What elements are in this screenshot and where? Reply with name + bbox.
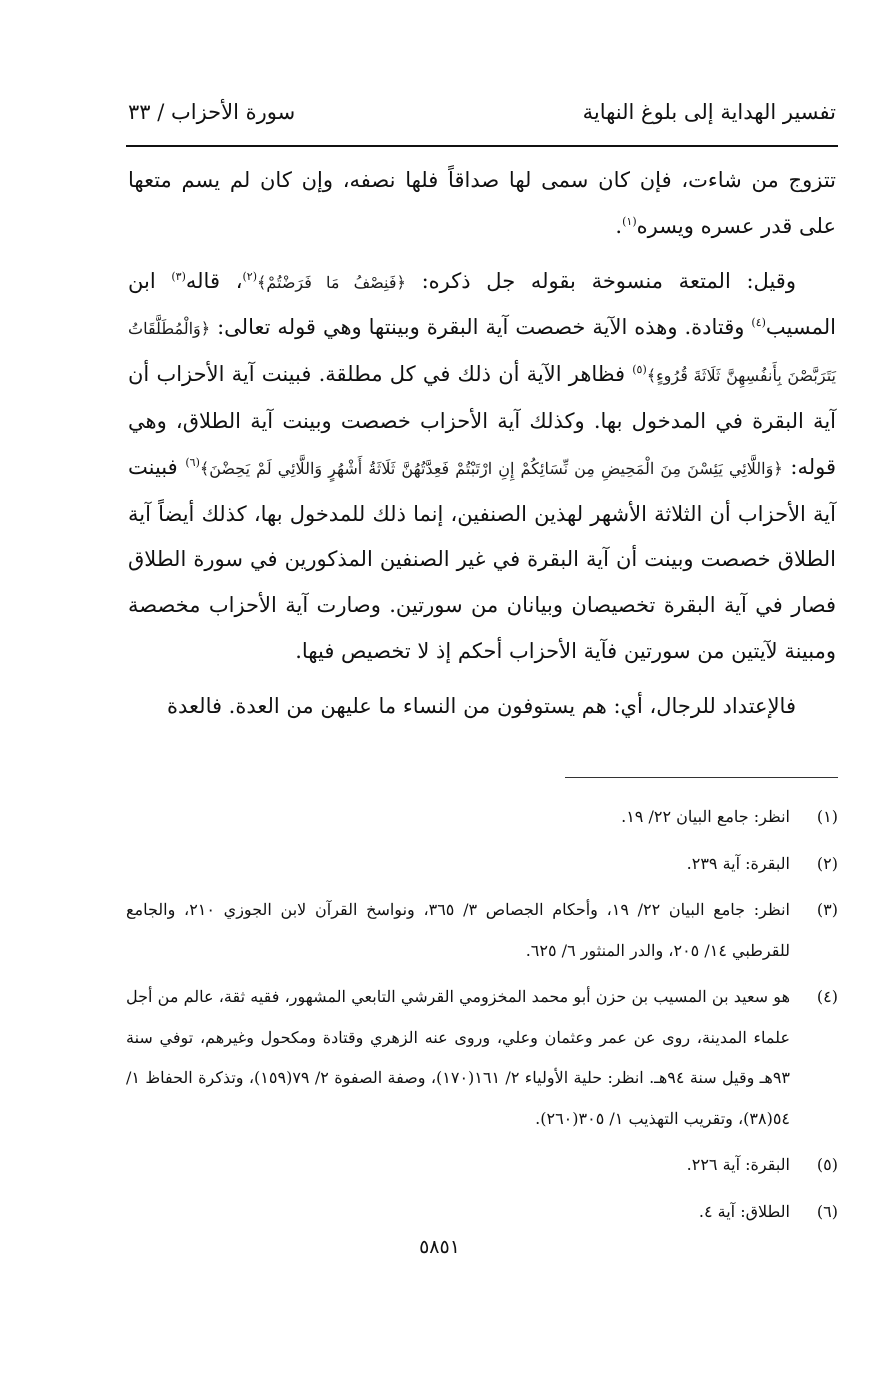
- book-title: تفسير الهداية إلى بلوغ النهاية: [582, 100, 836, 124]
- footnote-text: الطلاق: آية ٤.: [698, 1201, 790, 1221]
- paragraph-3: فالإعتداد للرجال، أي: هم يستوفون من النساء ما عليهن من العدة. فالعدة: [167, 693, 796, 718]
- footnote-item: [126, 977, 838, 1139]
- footnote-text: البقرة: آية ٢٢٦.: [686, 1155, 790, 1174]
- page-header: [128, 96, 836, 136]
- footnote-number: (٤): [816, 987, 838, 1006]
- footnote-ref-6: (٦): [185, 455, 200, 469]
- page-number: ٥٨٥١: [419, 1236, 460, 1258]
- quran-verse-3: ﴿وَاللَّائِي يَئِسْنَ مِنَ الْمَحِيضِ مِن نِّسَائِكُمْ إِنِ ارْتَبْتُمْ فَعِدَّتُهُنَّ ثَلَاثَةُ أَشْهُرٍ وَاللَّائِي لَمْ يَحِضْنَ﴾: [199, 458, 783, 478]
- footnote-text: انظر: جامع البيان ٢٢/ ١٩.: [621, 807, 790, 826]
- header-divider: [126, 145, 838, 147]
- quran-verse-1: ﴿فَنِصْفُ مَا فَرَضْتُمْ﴾: [256, 272, 406, 292]
- footnote-number: (٢): [816, 853, 838, 873]
- footnote-text: انظر: جامع البيان ٢٢/ ١٩، وأحكام الجصاص ٣/ ٣٦٥، ونواسخ القرآن لابن الجوزي ٢١٠، والجامع للقرطبي ١٤/ ٢٠٥، والدر المنثور ٦/ ٦٢٥.: [126, 900, 790, 960]
- footnote-number: (٥): [816, 1155, 838, 1174]
- footnote-number: (٦): [816, 1201, 838, 1221]
- footnote-divider: [565, 777, 838, 778]
- footnote-ref-5: (٥): [632, 363, 647, 377]
- footnote-text: البقرة: آية ٢٣٩.: [686, 853, 790, 873]
- footnote-item: [126, 844, 838, 885]
- footnote-ref-1: (١): [622, 214, 637, 228]
- footnote-item: [126, 1145, 838, 1186]
- quran-verse-2: ﴿وَالْمُطَلَّقَاتُ يَتَرَبَّصْنَ بِأَنفُسِهِنَّ ثَلَاثَةَ قُرُوءٍ﴾: [128, 319, 836, 386]
- main-text: [128, 158, 836, 739]
- footnote-ref-3: (٣): [171, 269, 186, 283]
- paragraph-1: تتزوج من شاءت، فإن كان سمى لها صداقاً فلها نصفه، وإن كان لم يسم متعها على قدر عسره ويسره$^{(١)}$.: [128, 168, 836, 238]
- footnote-ref-4: (٤): [751, 316, 766, 330]
- footnote-number: (٣): [816, 900, 838, 919]
- surah-and-page-label: سورة الأحزاب / ٣٣: [128, 100, 296, 124]
- footnotes-section: [126, 797, 838, 1238]
- footnote-item: [126, 1192, 838, 1233]
- footnote-ref-2: (٢): [242, 269, 257, 283]
- footnote-text: هو سعيد بن المسيب بن حزن أبو محمد المخزومي القرشي التابعي المشهور، فقيه ثقة، عالم من أجل علماء المدينة، روى عن عمر وعثمان وعلي، وروى عنه الزهري وقتادة ومكحول وغيرهم، توفي سنة ٩٣هـ وقيل سنة ٩٤هـ. انظر: حلية الأولياء ٢/ ١٦١(١٧٠)، وصفة الصفوة ٢/ ٧٩(١٥٩)، وتذكرة الحفاظ ١/ ٥٤(٣٨)، وتقريب التهذيب ١/ ٣٠٥(٢٦٠).: [126, 987, 790, 1128]
- paragraph-2: وقيل: المتعة منسوخة بقوله جل ذكره: ﴿فَنِصْفُ مَا فَرَضْتُمْ﴾$^{(٢)}$، قاله$^{(٣)}$ ابن المسيب$^{(٤)}$ وقتادة. وهذه الآية خصصت آية البقرة وبينتها وهي قوله تعالى: ﴿وَالْمُطَلَّقَاتُ يَتَرَبَّصْنَ بِأَنفُسِهِنَّ ثَلَاثَةَ قُرُوءٍ﴾$^{(٥)}$ فظاهر الآية أن ذلك في كل مطلقة. فبينت آية الأحزاب أن آية البقرة في المدخول بها. وكذلك آية الأحزاب خصصت وبينت آية الطلاق، وهي قوله: ﴿وَاللَّائِي يَئِسْنَ مِنَ الْمَحِيضِ مِن نِّسَائِكُمْ إِنِ ارْتَبْتُمْ فَعِدَّتُهُنَّ ثَلَاثَةُ أَشْهُرٍ وَاللَّائِي لَمْ يَحِضْنَ﴾$^{(٦)}$ فبينت آية الأحزاب أن الثلاثة الأشهر لهذين الصنفين، إنما ذلك للمدخول بها، كذلك أيضاً آية الطلاق خصصت وبينت أن آية البقرة في غير الصنفين المذكورين في سورة الطلاق فصار في آية البقرة تخصيصان وبيانان من سورتين. وصارت آية الأحزاب مخصصة ومبينة لآيتين من سورتين فآية الأحزاب أحكم إذ لا تخصيص فيها.: [128, 268, 837, 663]
- footnote-item: [126, 797, 838, 838]
- footnote-item: [126, 890, 838, 971]
- footnote-number: (١): [816, 807, 838, 826]
